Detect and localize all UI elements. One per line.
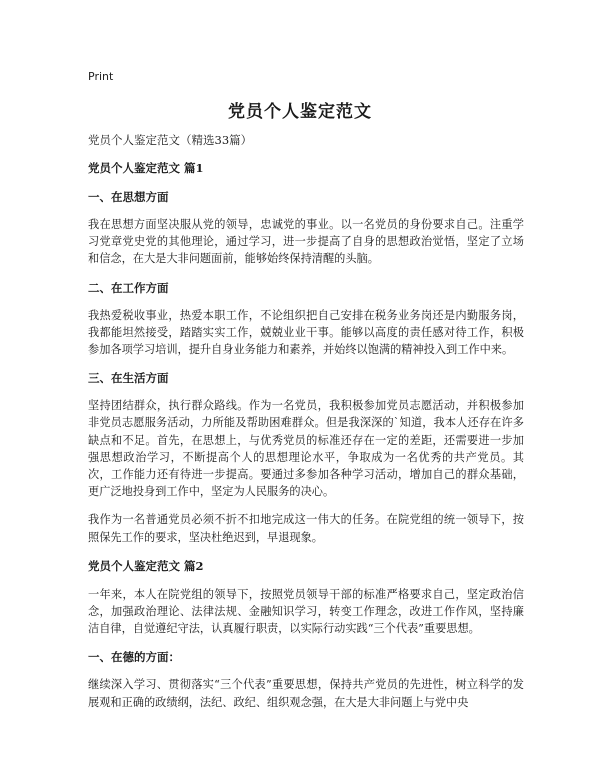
section-1-heading-life: 三、在生活方面 (88, 371, 169, 386)
section-1-heading-work: 二、在工作方面 (88, 280, 169, 295)
section-1-heading-thought: 一、在思想方面 (88, 190, 169, 204)
section-2-heading-morality: 一、在德的方面： (88, 650, 180, 665)
section-2-paragraph-intro: 一年来，本人在院党组的领导下，按照党员领导干部的标准严格要求自己，坚定政治信念，加强政治理论、法律法规、金融知识学习，转变工作理念，改进工作作风，坚持廉洁自律，自觉遵纪守法，认真履行职责，以实际行动实践“三个代表”重要思想。 (88, 587, 524, 636)
section-2-title: 党员个人鉴定范文 篇2 (88, 558, 204, 573)
section-1-paragraph-commitment: 我作为一名普通党员必须不折不扣地完成这一伟大的任务。在院党组的统一领导下，按照保先工作的要求，坚决杜绝迟到，早退现象。 (88, 513, 524, 544)
section-2-paragraph-morality: 继续深入学习、贯彻落实“三个代表”重要思想，保持共产党员的先进性，树立科学的发展观和正确的政绩纲，法纪、政纪、组织观念强，在大是大非问题上与党中央 (88, 678, 524, 709)
print-label: Print (88, 70, 114, 83)
page-title: 党员个人鉴定范文 (228, 102, 372, 122)
section-1-paragraph-thought: 我在思想方面坚决服从党的领导，忠诚党的事业。以一名党员的身份要求自己。注重学习党章党史党的其他理论，通过学习，进一步提高了自身的思想政治觉悟，坚定了立场和信念，在大是大非问题面前，能够始终保持清醒的头脑。 (88, 218, 524, 266)
doc-subtitle: 党员个人鉴定范文（精选33篇） (88, 133, 253, 147)
document-body (88, 131, 524, 722)
section-1-title: 党员个人鉴定范文 篇1 (88, 161, 204, 175)
section-1-paragraph-work: 我热爱税收事业，热爱本职工作，不论组织把自己安排在税务业务岗还是内勤服务岗，我都能坦然接受，踏踏实实工作，兢兢业业干事。能够以高度的责任感对待工作，积极参加各项学习培训，提升自身业务能力和素养，并始终以饱满的精神投入到工作中来。 (88, 308, 524, 357)
section-1-paragraph-life: 坚持团结群众，执行群众路线。作为一名党员，我积极参加党员志愿活动，并积极参加非党员志愿服务活动，力所能及帮助困难群众。但是我深深的`知道，我本人还存在许多缺点和不足。首先，在思想上，与优秀党员的标准还存在一定的差距，还需要进一步加强思想政治学习，不断提高个人的思想理论水平，争取成为一名优秀的共产党员。其次，工作能力还有待进一步提高。要通过多参加各种学习活动，增加自己的群众基础，更广泛地投身到工作中，坚定为人民服务的决心。 (88, 399, 524, 499)
